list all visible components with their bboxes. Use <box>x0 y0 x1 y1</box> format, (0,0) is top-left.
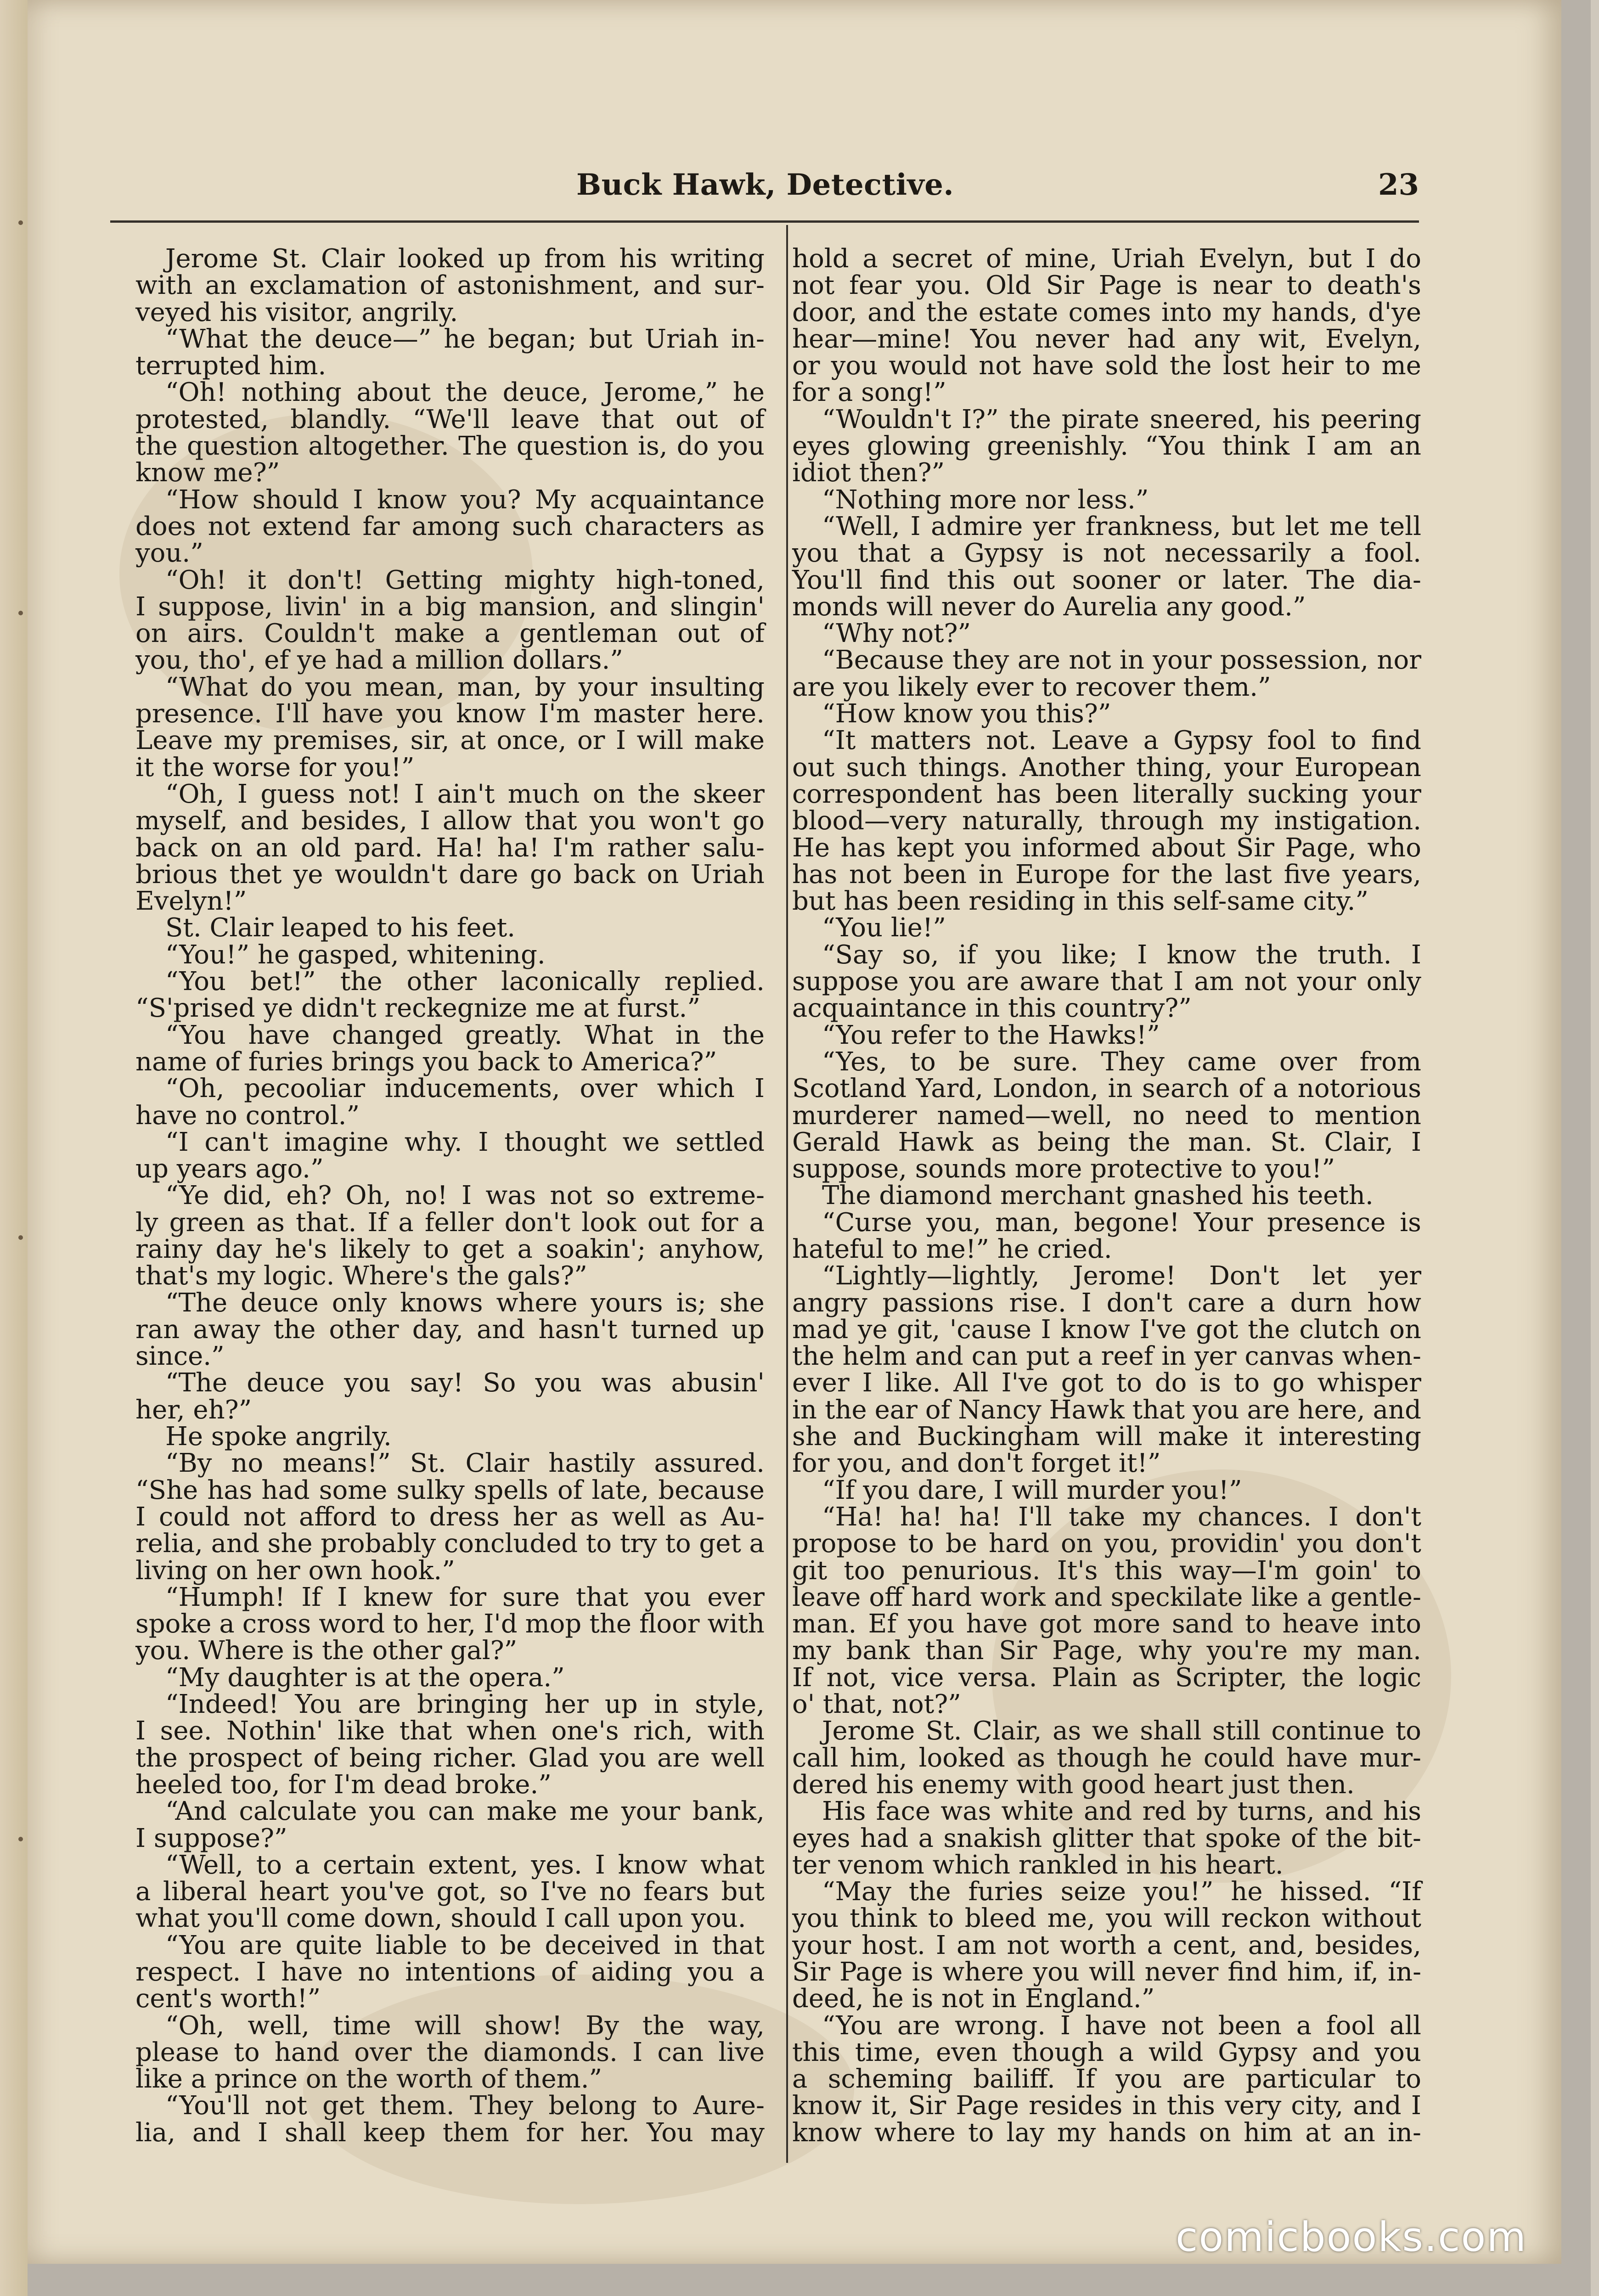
text-line: monds will never do Aurelia any good.” <box>792 591 1306 622</box>
text-line: angry passions rise. I don't care a durn how <box>792 1288 1421 1318</box>
text-column-left <box>135 246 765 2146</box>
text-line: this time, even though a wild Gypsy and you <box>792 2037 1421 2067</box>
text-line: dered his enemy with good heart just then. <box>792 1769 1355 1800</box>
text-line: back on an old pard. Ha! ha! I'm rather salu- <box>135 833 765 863</box>
binding-mark <box>18 611 23 615</box>
text-line: He has kept you informed about Sir Page, who <box>792 833 1421 863</box>
text-line: correspondent has been literally sucking your <box>792 779 1421 809</box>
text-line: His face was white and red by turns, and his <box>822 1796 1421 1827</box>
text-line: eyes glowing greenishly. “You think I am an <box>792 431 1421 461</box>
text-line: call him, looked as though he could have mur- <box>792 1743 1421 1773</box>
text-line: “And calculate you can make me your bank, <box>165 1796 765 1827</box>
text-line: You'll find this out sooner or later. The dia- <box>792 565 1421 595</box>
text-line: I suppose, livin' in a big mansion, and slingin' <box>135 591 765 622</box>
text-line: know me?” <box>135 458 280 488</box>
text-line: Evelyn!” <box>135 886 247 917</box>
text-line: mad ye git, 'cause I know I've got the clutch on <box>792 1314 1421 1345</box>
running-head: Buck Hawk, Detective. <box>576 168 954 202</box>
text-line: name of furies brings you back to America?” <box>135 1047 717 1077</box>
text-line: the question altogether. The question is, do you <box>135 431 765 461</box>
text-line: does not extend far among such characters as <box>135 511 765 541</box>
text-line: myself, and besides, I allow that you won't go <box>135 806 765 836</box>
text-line: “Oh! nothing about the deuce, Jerome,” he <box>165 377 765 408</box>
column-rule <box>786 225 788 2163</box>
text-line: my bank than Sir Page, why you're my man. <box>792 1636 1421 1666</box>
text-line: you.” <box>135 538 203 568</box>
text-line: please to hand over the diamonds. I can live <box>135 2037 765 2067</box>
text-line: “The deuce only knows where yours is; she <box>165 1288 765 1318</box>
text-line: brious thet ye wouldn't dare go back on Uriah <box>135 859 765 889</box>
text-column-right <box>792 246 1421 2146</box>
binding-mark <box>18 1235 23 1240</box>
text-line: “What the deuce—” he began; but Uriah in- <box>165 324 765 354</box>
text-line: but has been residing in this self-same city.” <box>792 886 1369 917</box>
text-line: that's my logic. Where's the gals?” <box>135 1261 587 1291</box>
text-line: with an exclamation of astonishment, and sur- <box>135 270 765 301</box>
text-line: what you'll come down, should I call upon you. <box>135 1903 746 1934</box>
text-line: since.” <box>135 1341 225 1372</box>
adjacent-page-edge <box>0 0 28 2296</box>
text-line: I could not afford to dress her as well as Au- <box>135 1502 765 1532</box>
text-line: know where to lay my hands on him at an in- <box>792 2117 1421 2148</box>
text-line: out such things. Another thing, your European <box>792 752 1421 782</box>
page-number: 23 <box>1378 168 1419 202</box>
text-line: “Because they are not in your possession, nor <box>822 645 1421 675</box>
text-line: suppose you are aware that I am not your only <box>792 967 1421 997</box>
text-line: the prospect of being richer. Glad you are well <box>135 1743 765 1773</box>
text-line: git too penurious. It's this way—I'm goin' to <box>792 1555 1421 1586</box>
text-line: ly green as that. If a feller don't look out for a <box>135 1207 765 1238</box>
text-line: man. Ef you have got more sand to heave into <box>792 1609 1421 1639</box>
text-line: “You lie!” <box>822 913 946 943</box>
text-line: deed, he is not in England.” <box>792 1984 1155 2014</box>
text-line: hold a secret of mine, Uriah Evelyn, but I do <box>792 244 1421 274</box>
text-line: I suppose?” <box>135 1823 287 1853</box>
text-line: terrupted him. <box>135 351 327 381</box>
text-line: St. Clair leaped to his feet. <box>165 913 516 943</box>
text-line: Sir Page is where you will never find him, if, in- <box>792 1957 1421 1987</box>
text-line: a scheming bailiff. If you are particular to <box>792 2064 1421 2094</box>
text-line: or you would not have sold the lost heir to me <box>792 351 1421 381</box>
text-line: you. Where is the other gal?” <box>135 1636 518 1666</box>
text-line: “You are quite liable to be deceived in that <box>165 1930 765 1960</box>
text-line: protested, blandly. “We'll leave that out of <box>135 404 765 434</box>
text-line: “By no means!” St. Clair hastily assured. <box>165 1448 765 1479</box>
text-line: know it, Sir Page resides in this very city, and I <box>792 2091 1421 2121</box>
text-line: murderer named—well, no need to mention <box>792 1100 1421 1131</box>
text-line: “Oh, well, time will show! By the way, <box>165 2010 765 2041</box>
text-line: “Curse you, man, begone! Your presence is <box>822 1207 1421 1238</box>
text-line: “How know you this?” <box>822 699 1111 729</box>
text-line: “What do you mean, man, by your insulting <box>165 672 765 702</box>
text-line: up years ago.” <box>135 1154 324 1184</box>
text-line: “Nothing more nor less.” <box>822 484 1149 515</box>
text-line: “She has had some sulky spells of late, because <box>135 1475 765 1505</box>
text-line: “S'prised ye didn't reckegnize me at furst.” <box>135 993 700 1024</box>
text-line: “You have changed greatly. What in the <box>165 1020 765 1050</box>
text-line: you, tho', ef ye had a million dollars.” <box>135 645 623 675</box>
text-line: Jerome St. Clair, as we shall still continue to <box>822 1716 1421 1746</box>
text-line: heeled too, for I'm dead broke.” <box>135 1769 552 1800</box>
text-line: “Say so, if you like; I know the truth. I <box>822 940 1421 970</box>
header-rule <box>110 220 1419 223</box>
text-line: Jerome St. Clair looked up from his writing <box>165 244 765 274</box>
text-line: I see. Nothin' like that when one's rich, with <box>135 1716 765 1746</box>
text-line: blood—very naturally, through my instigation. <box>792 806 1421 836</box>
text-line: Leave my premises, sir, at once, or I will make <box>135 726 765 756</box>
text-line: “Why not?” <box>822 619 971 649</box>
text-line: presence. I'll have you know I'm master here. <box>135 699 765 729</box>
text-line: living on her own hook.” <box>135 1555 455 1586</box>
text-line: her, eh?” <box>135 1395 252 1425</box>
text-line: “You!” he gasped, whitening. <box>165 940 546 970</box>
text-line: “Oh! it don't! Getting mighty high-toned, <box>165 565 765 595</box>
text-line: “You bet!” the other laconically replied. <box>165 967 765 997</box>
text-line: like a prince on the worth of them.” <box>135 2064 602 2094</box>
text-line: “You'll not get them. They belong to Aure- <box>165 2091 765 2121</box>
text-line: propose to be hard on you, providin' you don't <box>792 1529 1421 1559</box>
text-line: “It matters not. Leave a Gypsy fool to find <box>822 726 1421 756</box>
text-line: “Well, I admire yer frankness, but let me tell <box>822 511 1421 541</box>
text-line: Scotland Yard, London, in search of a notorious <box>792 1074 1421 1104</box>
text-line: not fear you. Old Sir Page is near to death's <box>792 270 1421 301</box>
text-line: ter venom which rankled in his heart. <box>792 1850 1284 1880</box>
text-line: are you likely ever to recover them.” <box>792 672 1271 702</box>
text-line: suppose, sounds more protective to you!” <box>792 1154 1335 1184</box>
text-line: “Humph! If I knew for sure that you ever <box>165 1582 765 1612</box>
watermark: comicbooks.com <box>1176 2213 1527 2261</box>
text-line: respect. I have no intentions of aiding you a <box>135 1957 765 1987</box>
text-line: door, and the estate comes into my hands, d'ye <box>792 297 1421 327</box>
text-line: The diamond merchant gnashed his teeth. <box>822 1181 1374 1211</box>
text-line: “If you dare, I will murder you!” <box>822 1475 1242 1505</box>
text-line: Gerald Hawk as being the man. St. Clair, I <box>792 1127 1421 1157</box>
text-line: a liberal heart you've got, so I've no fears but <box>135 1877 765 1907</box>
text-line: “The deuce you say! So you was abusin' <box>165 1368 765 1398</box>
text-line: lia, and I shall keep them for her. You may <box>135 2117 765 2148</box>
text-line: hateful to me!” he cried. <box>792 1234 1112 1264</box>
text-line: in the ear of Nancy Hawk that you are here, and <box>792 1395 1421 1425</box>
text-line: “How should I know you? My acquaintance <box>165 484 765 515</box>
text-line: “May the furies seize you!” he hissed. “If <box>822 1877 1421 1907</box>
text-line: leave off hard work and speckilate like a gentle- <box>792 1582 1421 1612</box>
text-line: cent's worth!” <box>135 1984 321 2014</box>
text-line: for a song!” <box>792 377 946 408</box>
page-edge <box>1591 0 1599 2296</box>
text-line: eyes had a snakish glitter that spoke of the bit- <box>792 1823 1421 1853</box>
text-line: has not been in Europe for the last five years, <box>792 859 1421 889</box>
text-line: you that a Gypsy is not necessarily a fool. <box>792 538 1421 568</box>
text-line: “Oh, I guess not! I ain't much on the skeer <box>165 779 765 809</box>
text-line: rainy day he's likely to get a soakin'; anyhow, <box>135 1234 765 1264</box>
text-line: idiot then?” <box>792 458 945 488</box>
text-line: it the worse for you!” <box>135 752 415 782</box>
text-line: on airs. Couldn't make a gentleman out of <box>135 619 765 649</box>
text-line: “You refer to the Hawks!” <box>822 1020 1160 1050</box>
text-line: “Well, to a certain extent, yes. I know what <box>165 1850 765 1880</box>
text-line: “Oh, pecooliar inducements, over which I <box>165 1074 765 1104</box>
text-line: she and Buckingham will make it interesting <box>792 1422 1421 1452</box>
text-line: “My daughter is at the opera.” <box>165 1662 565 1693</box>
text-line: spoke a cross word to her, I'd mop the floor with <box>135 1609 765 1639</box>
text-line: veyed his visitor, angrily. <box>135 297 458 327</box>
text-line: ran away the other day, and hasn't turned up <box>135 1314 765 1345</box>
text-line: ever I like. All I've got to do is to go whisper <box>792 1368 1421 1398</box>
text-line: He spoke angrily. <box>165 1422 392 1452</box>
text-line: your host. I am not worth a cent, and, besides, <box>792 1930 1421 1960</box>
text-line: the helm and can put a reef in yer canvas when- <box>792 1341 1421 1372</box>
text-line: “I can't imagine why. I thought we settled <box>165 1127 765 1157</box>
binding-mark <box>18 220 23 225</box>
text-line: If not, vice versa. Plain as Scripter, the logic <box>792 1662 1421 1693</box>
text-line: “You are wrong. I have not been a fool all <box>822 2010 1421 2041</box>
text-line: for you, and don't forget it!” <box>792 1448 1161 1479</box>
text-line: “Ye did, eh? Oh, no! I was not so extreme- <box>165 1181 765 1211</box>
text-line: “Ha! ha! ha! I'll take my chances. I don't <box>822 1502 1421 1532</box>
text-line: “Indeed! You are bringing her up in style, <box>165 1689 765 1720</box>
text-line: “Wouldn't I?” the pirate sneered, his peering <box>822 404 1421 434</box>
text-line: o' that, not?” <box>792 1689 961 1720</box>
text-line: hear—mine! You never had any wit, Evelyn, <box>792 324 1421 354</box>
binding-mark <box>18 1837 23 1841</box>
page-header <box>110 168 1419 204</box>
text-line: you think to bleed me, you will reckon without <box>792 1903 1421 1934</box>
text-line: relia, and she probably concluded to try to get a <box>135 1529 765 1559</box>
text-line: “Lightly—lightly, Jerome! Don't let yer <box>822 1261 1421 1291</box>
text-line: have no control.” <box>135 1100 360 1131</box>
text-line: “Yes, to be sure. They came over from <box>822 1047 1421 1077</box>
text-line: acquaintance in this country?” <box>792 993 1192 1024</box>
